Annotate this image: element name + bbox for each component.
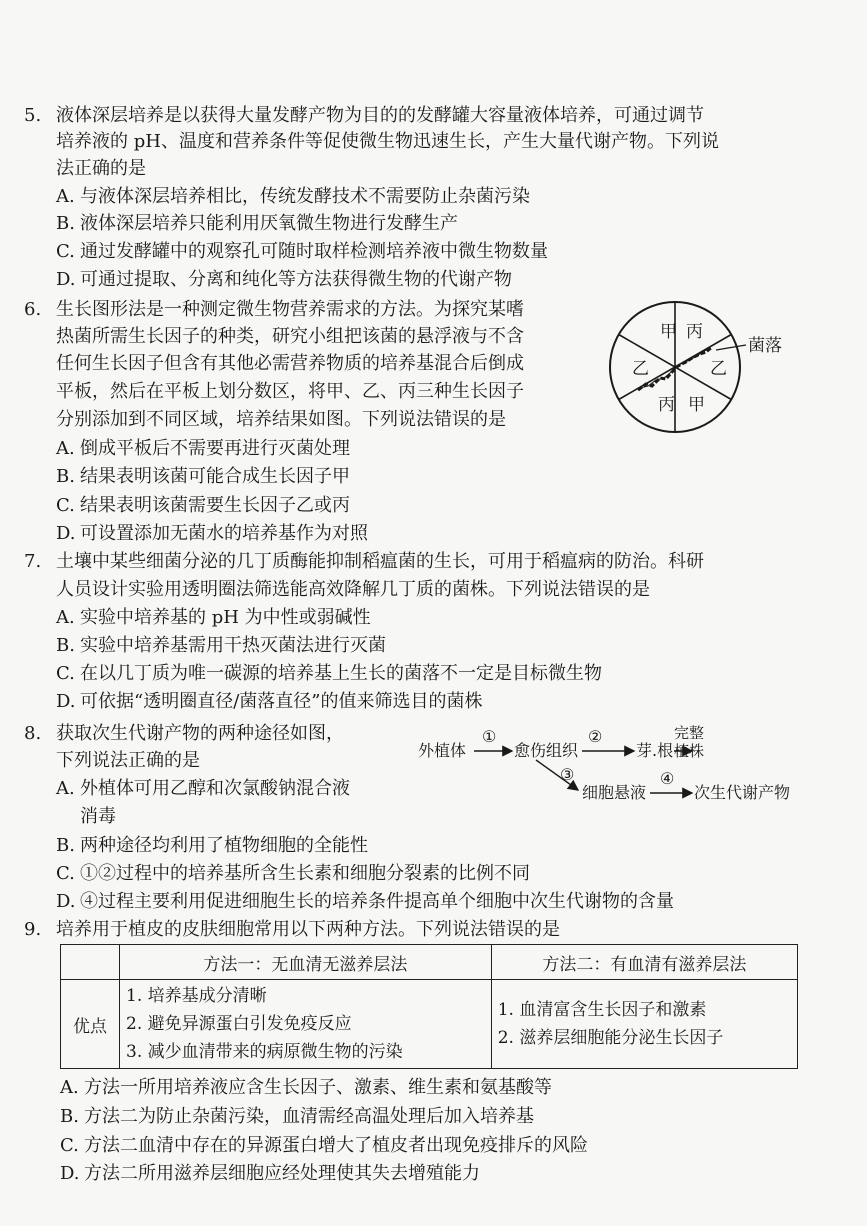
option-c: C. 结果表明该菌需要生长因子乙或丙	[56, 495, 350, 516]
question-stem-line: 生长图形法是一种测定微生物营养需求的方法。为探究某嗜	[56, 299, 524, 320]
question-stem-line: 下列说法正确的是	[56, 750, 200, 771]
list-item: 3. 减少血清带来的病原微生物的污染	[126, 1042, 403, 1062]
table-cell-method2	[491, 980, 797, 1069]
option-b: B. 结果表明该菌可能合成生长因子甲	[56, 466, 350, 487]
sector-label: 乙	[632, 359, 649, 379]
node-suspension: 细胞悬液	[582, 783, 647, 802]
option-a-continued: 消毒	[80, 806, 116, 827]
step-2-label: ②	[588, 727, 603, 746]
question-number: 6.	[24, 299, 42, 320]
question-stem-line: 任何生长因子但含有其他必需营养物质的培养基混合后倒成	[56, 353, 524, 374]
table-corner-cell	[61, 945, 120, 980]
node-product: 次生代谢产物	[694, 783, 791, 802]
table-header-method1: 方法一：无血清无滋养层法	[120, 945, 492, 980]
option-c: C. 在以几丁质为唯一碳源的培养基上生长的菌落不一定是目标微生物	[56, 663, 602, 684]
node-plant-line1: 完整	[674, 724, 705, 742]
list-item: 2. 滋养层细胞能分泌生长因子	[497, 1028, 724, 1048]
option-d: D. 可通过提取、分离和纯化等方法获得微生物的代谢产物	[56, 269, 512, 290]
node-bud-root: 芽.根	[636, 741, 674, 760]
node-explant: 外植体	[418, 741, 467, 760]
question-stem-line: 分别添加到不同区域，培养结果如图。下列说法错误的是	[56, 409, 506, 430]
step-4-label: ④	[660, 769, 675, 788]
step-1-label: ①	[482, 727, 497, 746]
question-number: 9.	[24, 919, 42, 940]
option-a: A. 外植体可用乙醇和次氯酸钠混合液	[56, 778, 350, 799]
sector-label: 甲	[688, 395, 705, 415]
question-stem-line: 培养用于植皮的皮肤细胞常用以下两种方法。下列说法错误的是	[56, 919, 560, 940]
question-stem-line: 法正确的是	[56, 158, 146, 179]
petri-plate-figure	[608, 292, 808, 442]
question-stem-line: 获取次生代谢产物的两种途径如图，	[56, 723, 344, 744]
pathway-diagram	[412, 716, 802, 808]
option-a: A. 实验中培养基的 pH 为中性或弱碱性	[56, 607, 371, 628]
question-stem-line: 培养液的 pH、温度和营养条件等促使微生物迅速生长，产生大量代谢产物。下列说	[56, 131, 719, 152]
sector-label: 乙	[710, 359, 727, 379]
method-comparison-table	[60, 944, 798, 1069]
option-b: B. 液体深层培养只能利用厌氧微生物进行发酵生产	[56, 213, 458, 234]
option-d: D. 可设置添加无菌水的培养基作为对照	[56, 523, 368, 544]
option-b: B. 实验中培养基需用干热灭菌法进行灭菌	[56, 635, 386, 656]
sector-label: 丙	[686, 322, 703, 342]
option-b: B. 方法二为防止杂菌污染，血清需经高温处理后加入培养基	[60, 1106, 534, 1127]
question-stem-line: 热菌所需生长因子的种类，研究小组把该菌的悬浮液与不含	[56, 326, 524, 347]
table-cell-method1	[120, 980, 492, 1069]
option-c: C. ①②过程中的培养基所含生长素和细胞分裂素的比例不同	[56, 863, 530, 884]
option-d: D. ④过程主要利用促进细胞生长的培养条件提高单个细胞中次生代谢物的含量	[56, 891, 674, 912]
option-a: A. 与液体深层培养相比，传统发酵技术不需要防止杂菌污染	[56, 186, 530, 207]
option-b: B. 两种途径均利用了植物细胞的全能性	[56, 835, 368, 856]
question-stem-line: 人员设计实验用透明圈法筛选能高效降解几丁质的菌株。下列说法错误的是	[56, 579, 650, 600]
option-a: A. 倒成平板后不需要再进行灭菌处理	[56, 438, 350, 459]
table-row-label: 优点	[61, 980, 120, 1069]
option-d: D. 可依据“透明圈直径/菌落直径”的值来筛选目的菌株	[56, 691, 483, 712]
question-number: 8.	[24, 723, 42, 744]
option-d: D. 方法二所用滋养层细胞应经处理使其失去增殖能力	[60, 1163, 480, 1184]
option-c: C. 通过发酵罐中的观察孔可随时取样检测培养液中微生物数量	[56, 241, 548, 262]
sector-label: 甲	[660, 322, 677, 342]
colony-pointer	[716, 345, 746, 350]
node-plant-line2: 植株	[674, 742, 705, 760]
step-3-label: ③	[560, 765, 575, 784]
list-item: 2. 避免异源蛋白引发免疫反应	[126, 1014, 352, 1034]
table-header-method2: 方法二：有血清有滋养层法	[491, 945, 797, 980]
list-item: 1. 培养基成分清晰	[126, 986, 267, 1006]
list-item: 1. 血清富含生长因子和激素	[497, 1000, 707, 1020]
question-stem-line: 液体深层培养是以获得大量发酵产物为目的的发酵罐大容量液体培养，可通过调节	[56, 105, 704, 126]
sector-label: 丙	[658, 395, 675, 415]
option-a: A. 方法一所用培养液应含生长因子、激素、维生素和氨基酸等	[60, 1077, 552, 1098]
colony-label: 菌落	[748, 336, 782, 356]
node-callus: 愈伤组织	[514, 741, 579, 760]
option-c: C. 方法二血清中存在的异源蛋白增大了植皮者出现免疫排斥的风险	[60, 1135, 588, 1156]
question-stem-line: 土壤中某些细菌分泌的几丁质酶能抑制稻瘟菌的生长，可用于稻瘟病的防治。科研	[56, 551, 704, 572]
question-number: 7.	[24, 551, 42, 572]
question-stem-line: 平板，然后在平板上划分数区，将甲、乙、丙三种生长因子	[56, 381, 524, 402]
question-number: 5.	[24, 105, 42, 126]
